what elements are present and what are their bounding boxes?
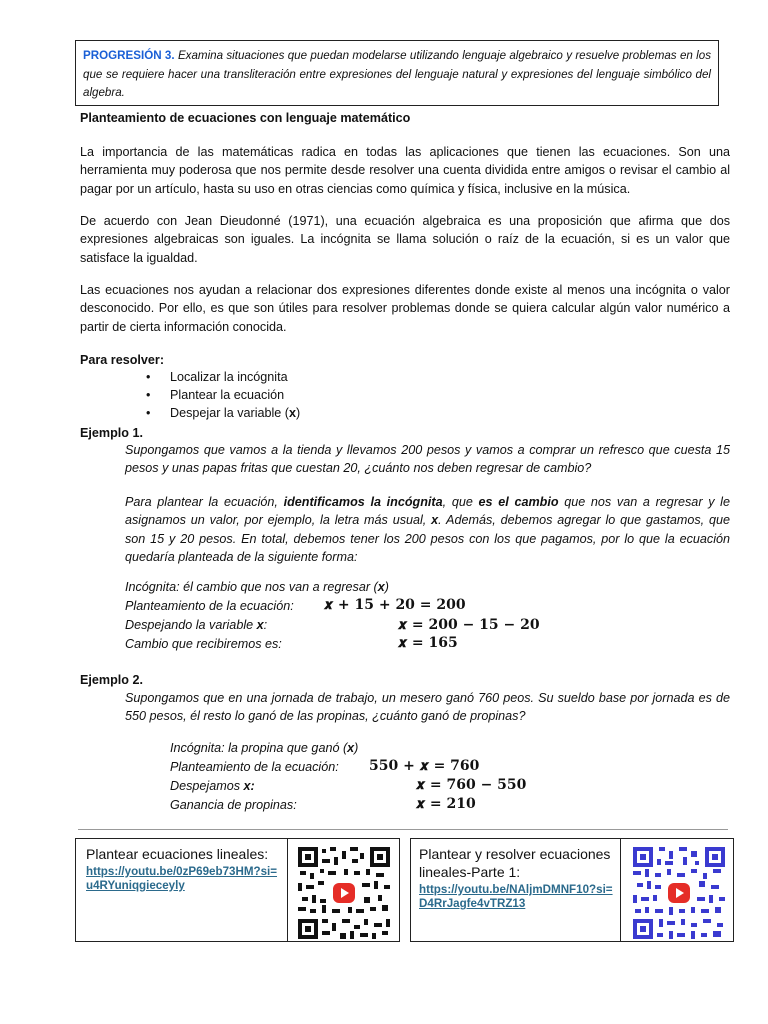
progression-text: Examina situaciones que puedan modelarse utilizando lenguaje algebraico y resuelve problemas en los que se requiere hacer una transliteración entre expresiones del lenguaje natural y expresiones del lenguaje simbólico del algebra. [83,49,711,99]
example2-title: Ejemplo 2. [80,673,143,687]
example1-title: Ejemplo 1. [80,426,143,440]
solve-step-3: • Despejar la variable (x) [146,406,301,420]
example2-result: 𝒙 = 𝟐𝟏𝟎 [416,796,476,812]
solve-title: Para resolver: [80,353,165,367]
progression-box [75,40,719,106]
example2-unknown: Incógnita: la propina que ganó (x) [170,741,359,755]
paragraph-2: De acuerdo con Jean Dieudonné (1971), una ecuación algebraica es una proposición que afirma que dos expresiones algebraicas son iguales. La incógnita se llama solución o raíz de la ecuación, si es un valor que satisface la igualdad. [80,214,730,265]
example1-problem: Supongamos que vamos a la tienda y llevamos 200 pesos y vamos a comprar un refresco que cuesta 15 pesos y unas papas fritas que cuestan 20, ¿cuánto nos deben regresar de cambio? [125,443,730,476]
example2-eq-label: Planteamiento de la ecuación: [170,760,339,774]
qr-code-1[interactable] [298,847,390,939]
progression-label: PROGRESIÓN 3. [83,49,175,62]
qr-code-icon [298,847,390,939]
example1-result: 𝒙 = 𝟏𝟔𝟓 [398,635,458,651]
divider [78,829,728,830]
resource-1-divider [287,839,288,941]
resource-2-label: Plantear y resolver ecuaciones lineales-Parte 1: [419,846,611,880]
paragraph-3: Las ecuaciones nos ayudan a relacionar dos expresiones diferentes donde existe al menos una incógnita o valor desconocido. Por ello, es que son útiles para resolver problemas donde se quiera calcular algún valor numérico a partir de cierta información conocida. [80,283,730,334]
example1-solve-equation: 𝒙 = 𝟐𝟎𝟎 − 𝟏𝟓 − 𝟐𝟎 [398,617,540,633]
resource-1-link[interactable]: https://youtu.be/0zP69eb73HM?si=u4RYuniqgieceyly [86,865,278,892]
solve-step-1: • Localizar la incógnita [146,370,288,384]
example2-solve-label: Despejamos x: [170,779,255,793]
example1-result-label: Cambio que recibiremos es: [125,637,282,651]
example1-explanation: Para plantear la ecuación, identificamos la incógnita, que es el cambio que nos van a regresar y le asignamos un valor, por ejemplo, la letra más usual, x. Además, debemos agregar lo que gastamos, que son 15 y 20 pesos. En total, debemos tener los 200 pesos con los que pagamos, por lo que la ecuación quedaría planteada de la siguiente forma: [125,495,730,564]
example2-problem: Supongamos que en una jornada de trabajo, un mesero ganó 760 peos. Su sueldo base por jornada es de 550 pesos, él resto lo ganó de las propinas, ¿cuánto ganó de propinas? [125,691,730,724]
qr-code-2[interactable] [633,847,725,939]
resource-2-divider [620,839,621,941]
resource-1-label: Plantear ecuaciones lineales: [86,846,269,862]
example2-solve-equation: 𝒙 = 𝟕𝟔𝟎 − 𝟓𝟓𝟎 [416,777,527,793]
resource-box-1 [75,838,400,942]
example1-solve-label: Despejando la variable x: [125,618,268,632]
resource-box-2 [410,838,734,942]
qr-code-icon [633,847,725,939]
section-title: Planteamiento de ecuaciones con lenguaje matemático [80,111,411,125]
example1-unknown: Incógnita: él cambio que nos van a regresar (x) [125,580,389,594]
resource-2-link[interactable]: https://youtu.be/NAljmDMNF10?si=D4RrJagfe4vTRZ13 [419,883,613,910]
example2-result-label: Ganancia de propinas: [170,798,297,812]
paragraph-1: La importancia de las matemáticas radica en todas las aplicaciones que tienen las ecuaciones. Son una herramienta muy poderosa que nos permite desde resolver una cuenta dividida entre amigos o revisar el cambio al pagar por un artículo, hasta su uso en otras ciencias como química y física, inclusive en la música. [80,145,730,196]
example1-eq-label: Planteamiento de la ecuación: [125,599,294,613]
example2-equation: 𝟓𝟓𝟎 + 𝒙 = 𝟕𝟔𝟎 [369,758,480,774]
solve-step-2: • Plantear la ecuación [146,388,285,402]
example1-equation: 𝒙 + 𝟏𝟓 + 𝟐𝟎 = 𝟐𝟎𝟎 [324,597,466,613]
